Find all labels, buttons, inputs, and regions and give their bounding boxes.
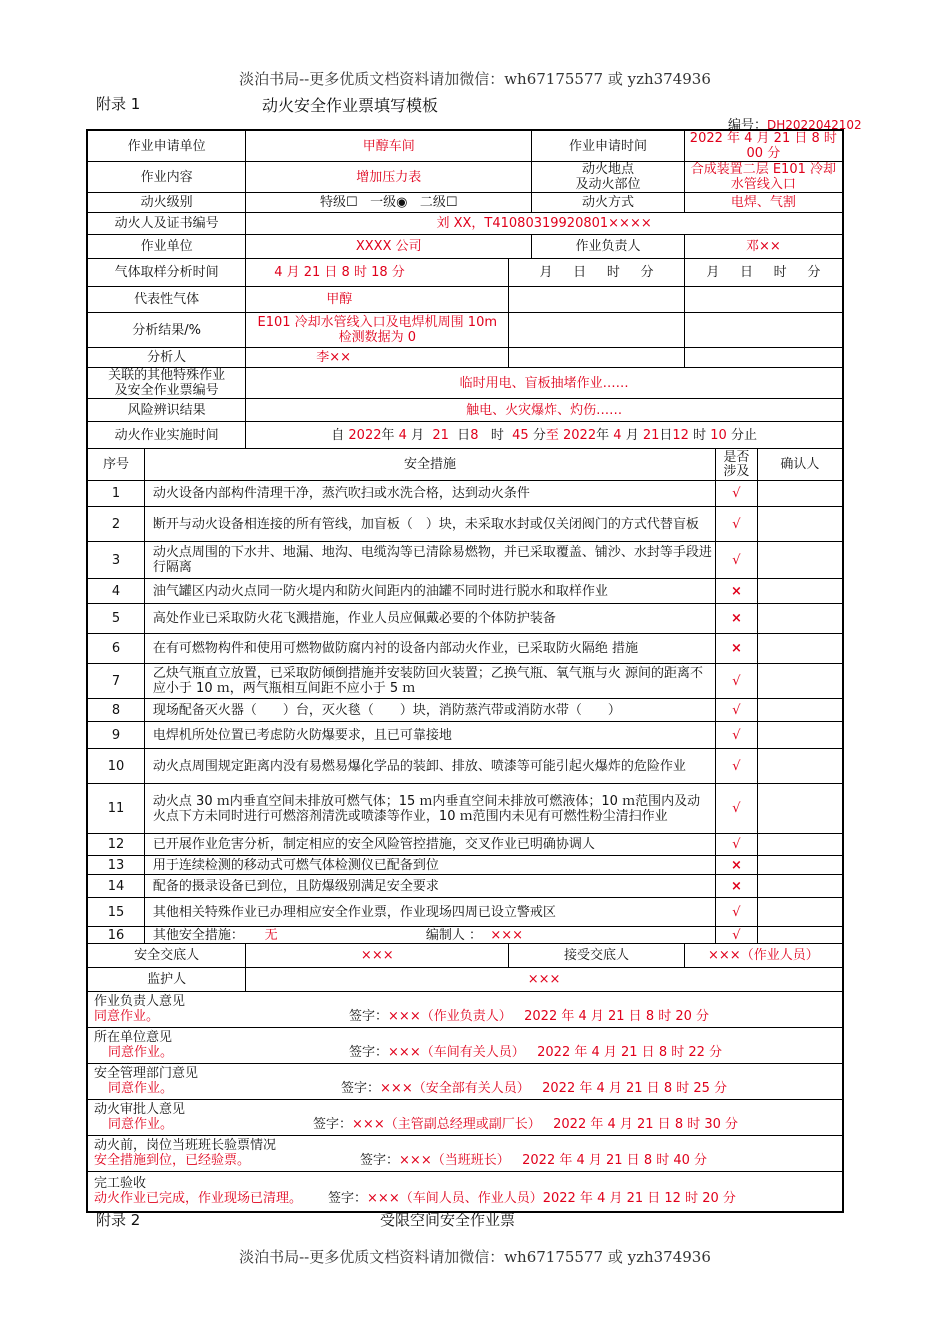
measure-no: 6: [87, 634, 144, 664]
measure-mark: ×: [716, 634, 758, 664]
row-risk: [87, 399, 843, 422]
content-value: 增加压力表: [246, 162, 532, 193]
impl-minute-1: 45: [512, 427, 529, 443]
opinion-cell: [87, 1100, 843, 1136]
sign-date: 2022 年 4 月 21 日 8 时 22 分: [537, 1045, 723, 1060]
apply-unit-value: 甲醇车间: [246, 130, 532, 162]
other-measure-label: 其他安全措施：: [152, 927, 244, 943]
gas-type-label: 代表性气体: [87, 287, 246, 313]
watermark-top: 淡泊书局--更多优质文档资料请加微信：wh67175577 或 yzh374936: [239, 70, 711, 88]
measure-no: 8: [87, 699, 144, 722]
signer: ×××（车间人员、作业人员）: [367, 1191, 543, 1206]
measure-confirmer: [757, 507, 843, 542]
measure-confirmer: [757, 834, 843, 856]
opinion-row: [87, 1100, 843, 1136]
opinion-row: [87, 992, 843, 1028]
handover-receiver-value: ×××（作业人员）: [684, 944, 843, 968]
sign-date: 2022 年 4 月 21 日 12 时 20 分: [542, 1191, 736, 1206]
guardian-label: 监护人: [87, 968, 246, 992]
analyst-blank-3: [684, 348, 843, 368]
measure-mark: ×: [716, 579, 758, 604]
impl-month-1: 4: [398, 427, 407, 443]
apply-time-label: 作业申请时间: [532, 130, 684, 162]
next-appendix-title: 受限空间安全作业票: [380, 1211, 516, 1229]
method-label: 动火方式: [532, 193, 684, 213]
next-appendix-label: 附录 2: [96, 1211, 141, 1229]
opinion-text: 动火作业已完成，作业现场已清理。: [94, 1191, 303, 1206]
other-measure-value: 无: [264, 927, 278, 943]
measure-mark: ×: [716, 604, 758, 634]
impl-time-label: 动火作业实施时间: [87, 422, 246, 449]
location-value: 合成装置二层 E101 冷却水管线入口: [684, 162, 843, 193]
sign-date: 2022 年 4 月 21 日 8 时 20 分: [524, 1009, 710, 1024]
opinion-row: [87, 1064, 843, 1100]
impl-fen-1: 分: [532, 427, 546, 443]
measure-confirmer: [757, 898, 843, 927]
opinion-label: 动火前，岗位当班班长验票情况: [94, 1138, 277, 1153]
measure-confirmer: [757, 875, 843, 898]
sign-label: 签字：: [328, 1191, 368, 1206]
handover-giver-value: ×××: [246, 944, 509, 968]
signer: ×××（作业负责人）: [388, 1009, 512, 1024]
opinion-cell: [87, 1172, 843, 1213]
measure-row: [87, 875, 843, 898]
measure-no-header: 序号: [87, 449, 144, 481]
row-person: [87, 213, 843, 235]
measure-no: 5: [87, 604, 144, 634]
impl-minute-2: 10: [710, 427, 727, 443]
measure-mark: √: [716, 898, 758, 927]
guardian-value: ×××: [246, 968, 843, 992]
row-content: [87, 162, 843, 193]
method-value: 电焊、气割: [684, 193, 843, 213]
content-label: 作业内容: [87, 162, 246, 193]
measure-text: 油气罐区内动火点同一防火堤内和防火间距内的油罐不同时进行脱水和取样作业: [144, 579, 715, 604]
measure-no: 11: [87, 784, 144, 834]
measure-text: 断开与动火设备相连接的所有管线，加盲板（ ）块，未采取水封或仅关闭阀门的方式代替盲板: [144, 507, 715, 542]
measure-text: 动火点周围规定距离内没有易燃易爆化学品的装卸、排放、喷漆等可能引起火爆炸的危险作业: [144, 749, 715, 784]
signer: ×××（安全部有关人员）: [380, 1081, 530, 1096]
measure-confirmer: [757, 856, 843, 875]
row-guardian: [87, 968, 843, 992]
opinion-line: [94, 1045, 836, 1061]
opinion-cell: [87, 992, 843, 1028]
impl-nian-2: 年: [596, 427, 610, 443]
measure-confirmer: [757, 664, 843, 699]
measure-confirmer: [757, 604, 843, 634]
measure-row: [87, 579, 843, 604]
signer: ×××（车间有关人员）: [388, 1045, 525, 1060]
measure-text-other: [144, 927, 715, 944]
related-value: 临时用电、盲板抽堵作业……: [246, 368, 843, 399]
row-work-unit: [87, 235, 843, 259]
handover-receiver-label: 接受交底人: [509, 944, 684, 968]
sign-label: 签字：: [349, 1045, 389, 1060]
row-related: [87, 368, 843, 399]
impl-ri-1: 日: [457, 427, 471, 443]
editor-label: 编制人 ：: [425, 927, 483, 943]
measure-no: 4: [87, 579, 144, 604]
opinion-row: [87, 1172, 843, 1213]
measure-row: [87, 856, 843, 875]
result-blank-2: [509, 313, 684, 348]
measure-text: 电焊机所处位置已考虑防火防爆要求，且已可靠接地: [144, 722, 715, 749]
measure-confirmer: [757, 481, 843, 507]
row-level: [87, 193, 843, 213]
measure-text: 在有可燃物构件和使用可燃物做防腐内衬的设备内部动火作业，已采取防火隔绝 措施: [144, 634, 715, 664]
gas-type-blank-3: [684, 287, 843, 313]
impl-yue-1: 月: [411, 427, 425, 443]
impl-shi-2: 时: [693, 427, 707, 443]
measure-mark: √: [716, 542, 758, 579]
opinion-label: 动火审批人意见: [94, 1102, 186, 1117]
sign-date: 2022 年 4 月 21 日 8 时 40 分: [522, 1153, 708, 1168]
level-label: 动火级别: [87, 193, 246, 213]
analyst-value: 李××: [246, 348, 509, 368]
appendix-label: 附录 1: [96, 95, 141, 113]
impl-shi-1: 时: [490, 427, 504, 443]
signer: ×××（主管副总经理或副厂长）: [352, 1117, 541, 1132]
impl-year-1: 2022: [348, 427, 382, 443]
measure-no: 3: [87, 542, 144, 579]
related-label: 关联的其他特殊作业 及安全作业票编号: [87, 368, 246, 399]
hot-work-permit-table: [86, 129, 844, 1213]
measure-row: [87, 784, 843, 834]
measure-text: 配备的摄录设备已到位，且防爆级别满足安全要求: [144, 875, 715, 898]
measure-no: 13: [87, 856, 144, 875]
result-label: 分析结果/%: [87, 313, 246, 348]
measure-text: 已开展作业危害分析，制定相应的安全风险管控措施，交叉作业已明确协调人: [144, 834, 715, 856]
watermark-bottom: 淡泊书局--更多优质文档资料请加微信：wh67175577 或 yzh374936: [239, 1248, 711, 1266]
gas-time-3: 月 日 时 分: [684, 259, 843, 287]
gas-time-label: 气体取样分析时间: [87, 259, 246, 287]
measure-row: [87, 634, 843, 664]
opinion-line: [94, 1081, 836, 1097]
impl-day-1: 21: [432, 427, 449, 443]
measure-row: [87, 699, 843, 722]
measure-confirm-header: 确认人: [757, 449, 843, 481]
row-handover: [87, 944, 843, 968]
measure-mark: √: [716, 927, 758, 944]
measure-mark: √: [716, 749, 758, 784]
person-label: 动火人及证书编号: [87, 213, 246, 235]
risk-value: 触电、火灾爆炸、灼伤……: [246, 399, 843, 422]
opinion-line: [94, 1153, 836, 1169]
person-value: 刘 XX，T41080319920801××××: [246, 213, 843, 235]
measure-text: 用于连续检测的移动式可燃气体检测仪已配备到位: [144, 856, 715, 875]
analyst-label: 分析人: [87, 348, 246, 368]
measure-confirmer: [757, 579, 843, 604]
opinion-cell: [87, 1028, 843, 1064]
measure-row: [87, 542, 843, 579]
opinion-text: 同意作业。: [108, 1117, 174, 1132]
risk-label: 风险辨识结果: [87, 399, 246, 422]
measure-mark: ×: [716, 856, 758, 875]
measure-no: 14: [87, 875, 144, 898]
level-two-checkbox[interactable]: 二级☐: [419, 195, 458, 210]
signer: ×××（当班班长）: [399, 1153, 510, 1168]
row-result: [87, 313, 843, 348]
leader-value: 邓××: [684, 235, 843, 259]
sign-date: 2022 年 4 月 21 日 8 时 30 分: [553, 1117, 739, 1132]
measure-no: 15: [87, 898, 144, 927]
measure-mark: √: [716, 664, 758, 699]
work-unit-value: XXXX 公司: [246, 235, 532, 259]
opinion-text: 同意作业。: [108, 1045, 174, 1060]
result-value: E101 冷却水管线入口及电焊机周围 10m 检测数据为 0: [246, 313, 509, 348]
measure-confirmer: [757, 749, 843, 784]
measure-row: [87, 481, 843, 507]
measure-involved-header: 是否 涉及: [716, 449, 758, 481]
opinion-cell: [87, 1136, 843, 1172]
impl-time-value: [246, 422, 843, 449]
form-number-label: 编号：: [728, 118, 768, 133]
row-impl-time: [87, 422, 843, 449]
sign-label: 签字：: [360, 1153, 400, 1168]
measure-row: [87, 664, 843, 699]
measure-mark: √: [716, 699, 758, 722]
row-apply: [87, 130, 843, 162]
measure-no: 1: [87, 481, 144, 507]
gas-time-2: 月 日 时 分: [509, 259, 684, 287]
sign-label: 签字：: [313, 1117, 353, 1132]
impl-ri-2: 日: [659, 427, 673, 443]
impl-yue-2: 月: [625, 427, 639, 443]
measure-text: 动火点 30 ｍ内垂直空间未排放可燃气体；15 ｍ内垂直空间未排放可燃液体；10 ｍ范围内及动火点下方未同时进行可燃溶剂清洗或喷漆等作业，10 ｍ范围内未见有可燃性粉尘清扫作业: [144, 784, 715, 834]
gas-time-1: 4 月 21 日 8 时 18 分: [246, 259, 509, 287]
measure-mark: ×: [716, 875, 758, 898]
measure-row: [87, 604, 843, 634]
level-special-checkbox[interactable]: 特级☐: [320, 195, 358, 210]
measure-mark: √: [716, 507, 758, 542]
measure-row: [87, 834, 843, 856]
impl-hour-2: 12: [672, 427, 689, 443]
opinion-cell: [87, 1064, 843, 1100]
opinion-label: 完工验收: [94, 1176, 147, 1191]
result-blank-3: [684, 313, 843, 348]
gas-type-blank-2: [509, 287, 684, 313]
impl-from: 自: [331, 427, 345, 443]
opinion-label: 所在单位意见: [94, 1030, 173, 1045]
measure-confirmer: [757, 927, 843, 944]
sign-label: 签字：: [341, 1081, 381, 1096]
measure-mark: √: [716, 834, 758, 856]
impl-nian-1: 年: [381, 427, 395, 443]
leader-label: 作业负责人: [532, 235, 684, 259]
measure-row: [87, 749, 843, 784]
measure-no: 10: [87, 749, 144, 784]
measure-no: 16: [87, 927, 144, 944]
measure-text-header: 安全措施: [144, 449, 715, 481]
measure-confirmer: [757, 699, 843, 722]
measure-confirmer: [757, 784, 843, 834]
form-number-value: DH2022042102: [767, 118, 862, 132]
impl-year-2: 2022: [563, 427, 597, 443]
measure-mark: √: [716, 481, 758, 507]
sign-label: 签字：: [349, 1009, 389, 1024]
editor-value: ×××: [490, 927, 523, 943]
impl-day-2: 21: [642, 427, 660, 443]
row-analyst: [87, 348, 843, 368]
measure-mark: √: [716, 784, 758, 834]
measure-no: 12: [87, 834, 144, 856]
location-label: 动火地点 及动火部位: [532, 162, 684, 193]
opinion-line: [94, 1191, 836, 1207]
impl-to: 至: [545, 427, 559, 443]
level-options: [246, 193, 532, 213]
opinion-label: 安全管理部门意见: [94, 1066, 199, 1081]
opinion-label: 作业负责人意见: [94, 994, 186, 1009]
apply-time-value: 2022 年 4 月 21 日 8 时 00 分: [684, 130, 843, 162]
measure-row: [87, 898, 843, 927]
measures-header-row: [87, 449, 843, 481]
opinion-row: [87, 1028, 843, 1064]
gas-type-value: 甲醇: [246, 287, 509, 313]
measure-confirmer: [757, 722, 843, 749]
opinion-text: 安全措施到位，已经验票。: [94, 1153, 251, 1168]
handover-giver-label: 安全交底人: [87, 944, 246, 968]
measure-no: 2: [87, 507, 144, 542]
form-title: 动火安全作业票填写模板: [262, 96, 439, 115]
opinion-line: [94, 1009, 836, 1025]
row-gas-type: [87, 287, 843, 313]
impl-hour-1: 8: [470, 427, 479, 443]
measure-text: 动火设备内部构件清理干净，蒸汽吹扫或水洗合格，达到动火条件: [144, 481, 715, 507]
apply-unit-label: 作业申请单位: [87, 130, 246, 162]
measure-row: [87, 507, 843, 542]
work-unit-label: 作业单位: [87, 235, 246, 259]
sign-date: 2022 年 4 月 21 日 8 时 25 分: [542, 1081, 728, 1096]
measure-mark: √: [716, 722, 758, 749]
measure-no: 9: [87, 722, 144, 749]
measure-text: 现场配备灭火器（ ）台，灭火毯（ ）块，消防蒸汽带或消防水带（ ）: [144, 699, 715, 722]
impl-fen-2: 分止: [730, 427, 757, 443]
measure-text: 高处作业已采取防火花飞溅措施，作业人员应佩戴必要的个体防护装备: [144, 604, 715, 634]
measure-row: [87, 722, 843, 749]
measure-no: 7: [87, 664, 144, 699]
analyst-blank-2: [509, 348, 684, 368]
measure-confirmer: [757, 542, 843, 579]
measure-confirmer: [757, 634, 843, 664]
measure-text: 其他相关特殊作业已办理相应安全作业票，作业现场四周已设立警戒区: [144, 898, 715, 927]
measure-text: 乙炔气瓶直立放置，已采取防倾倒措施并安装防回火装置；乙换气瓶、氧气瓶与火 源间的距离不应小于 10 ｍ，两气瓶相互间距不应小于 5 ｍ: [144, 664, 715, 699]
opinion-text: 同意作业。: [108, 1081, 174, 1096]
measure-text: 动火点周围的下水井、地漏、地沟、电缆沟等已清除易燃物，并已采取覆盖、铺沙、水封等手段进行隔离: [144, 542, 715, 579]
impl-month-2: 4: [613, 427, 622, 443]
row-gas-time: [87, 259, 843, 287]
measure-row-16: [87, 927, 843, 944]
level-one-radio[interactable]: 一级◉: [370, 195, 408, 210]
opinion-row: [87, 1136, 843, 1172]
opinion-line: [94, 1117, 836, 1133]
opinion-text: 同意作业。: [94, 1009, 160, 1024]
